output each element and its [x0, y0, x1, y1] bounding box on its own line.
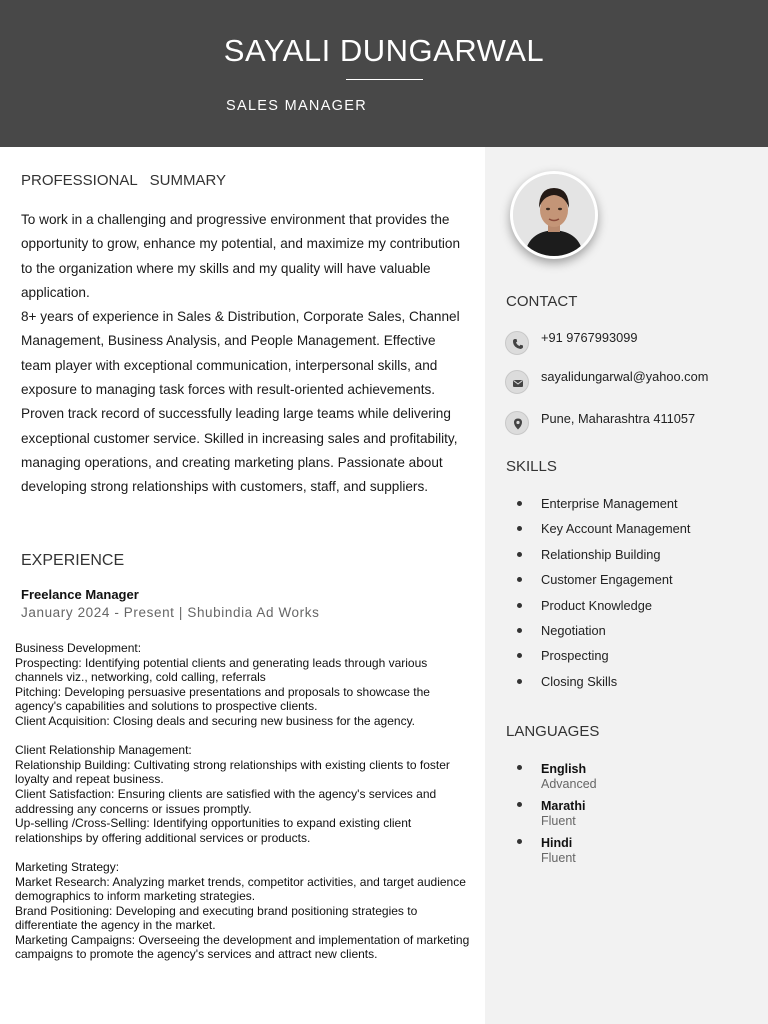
skill-item: [517, 547, 690, 572]
bullet-icon: [517, 526, 522, 531]
job-title: Freelance Manager: [21, 587, 139, 602]
experience-heading: EXPERIENCE: [21, 552, 125, 569]
skill-item: [517, 623, 690, 648]
skill-label: Enterprise Management: [541, 496, 678, 511]
contact-phone-row: [505, 330, 755, 356]
skill-item: [517, 572, 690, 597]
languages-heading: LANGUAGES: [506, 723, 600, 740]
name-divider: [346, 79, 423, 80]
duty-line: Business Development:: [15, 641, 142, 655]
bullet-icon: [517, 765, 522, 770]
skill-label: Closing Skills: [541, 673, 618, 689]
duty-line: Brand Positioning: Developing and executing brand positioning strategies to differentiate the agency in the market.: [15, 903, 418, 933]
duty-line: Marketing Strategy:: [15, 859, 120, 874]
bullet-icon: [517, 552, 522, 557]
candidate-name: SAYALI DUNGARWAL: [223, 33, 545, 68]
mail-icon: [505, 370, 529, 394]
contact-heading: CONTACT: [506, 293, 578, 310]
candidate-title: SALES MANAGER: [226, 98, 367, 114]
profile-photo: [510, 171, 598, 259]
duty-line: Up-selling /Cross-Selling: Identifying opportunities to expand existing client relationships by offering additional services or products.: [15, 816, 412, 845]
skills-heading: SKILLS: [506, 458, 557, 475]
skill-label: Prospecting: [541, 648, 609, 664]
bullet-icon: [517, 839, 522, 844]
duty-line: Marketing Campaigns: Overseeing the development and implementation of marketing campaigns to promote the agency's services and attract new clients.: [15, 932, 470, 962]
skill-label: Negotiation: [541, 622, 606, 638]
contact-phone: +91 9767993099: [541, 330, 638, 345]
skill-label: Customer Engagement: [541, 572, 673, 588]
header-banner: [0, 0, 768, 147]
language-name: English: [541, 762, 587, 776]
skill-item: [517, 674, 690, 699]
bullet-icon: [517, 679, 522, 684]
duty-spacer: [15, 729, 473, 744]
language-level: Fluent: [541, 814, 576, 828]
skill-label: Key Account Management: [541, 521, 691, 537]
contact-email: sayalidungarwal@yahoo.com: [541, 369, 709, 384]
duty-line: Prospecting: Identifying potential clients and generating leads through various channels viz., networking, cold calling, referrals: [15, 655, 428, 685]
skill-item: [517, 521, 690, 546]
language-level: Fluent: [541, 851, 576, 865]
contact-location-row: [505, 411, 755, 437]
bullet-icon: [517, 501, 522, 506]
duty-line: Client Relationship Management:: [15, 743, 192, 758]
duty-line: Client Acquisition: Closing deals and securing new business for the agency.: [15, 713, 416, 728]
job-meta: January 2024 - Present | Shubindia Ad Works: [21, 605, 320, 620]
contact-email-row: [505, 369, 755, 395]
duty-line: Market Research: Analyzing market trends, competitor activities, and target audience demographics to inform marketing strategies.: [15, 874, 466, 904]
skill-label: Relationship Building: [541, 546, 661, 562]
summary-text: [21, 208, 461, 500]
summary-heading: PROFESSIONAL SUMMARY: [21, 172, 227, 189]
language-level: Advanced: [541, 777, 597, 791]
bullet-icon: [517, 577, 522, 582]
bullet-icon: [517, 603, 522, 608]
duty-line: Pitching: Developing persuasive presentations and proposals to showcase the agency's capabilities and solutions to prospective clients.: [15, 684, 430, 714]
phone-icon: [505, 331, 529, 355]
avatar-icon: [513, 174, 595, 256]
bullet-icon: [517, 628, 522, 633]
language-name: Marathi: [541, 799, 586, 813]
duty-line: Relationship Building: Cultivating strong relationships with existing clients to foster loyalty and repeat business.: [15, 757, 450, 787]
duty-line: Client Satisfaction: Ensuring clients are satisfied with the agency's services and addressing any concerns or issues promptly.: [15, 786, 437, 816]
summary-paragraph-2: 8+ years of experience in Sales & Distribution, Corporate Sales, Channel Management, Business Analysis, and People Management. Effective team player with exceptional communication, interpersonal skills, and exposure to managing task forces with result-oriented achievements. Proven track record of successfully leading large teams while delivering exceptional customer service. Skilled in increasing sales and profitability, managing operations, and creating marketing plans. Passionate about developing strong relationships with customers, staff, and suppliers.: [21, 309, 460, 495]
job-duties: [15, 641, 473, 962]
skill-item: [517, 598, 690, 623]
summary-paragraph-1: To work in a challenging and progressive environment that provides the opportunity to grow, enhance my potential, and maximize my contribution to the organization where my skills and my quality will have valuable application.: [21, 212, 461, 300]
bullet-icon: [517, 802, 522, 807]
duty-spacer: [15, 845, 473, 860]
skill-item: [517, 648, 690, 673]
language-name: Hindi: [541, 836, 573, 850]
bullet-icon: [517, 653, 522, 658]
skills-list: [517, 496, 690, 699]
skill-item: [517, 496, 690, 521]
location-pin-icon: [505, 411, 529, 435]
contact-location: Pune, Maharashtra 411057: [541, 411, 696, 426]
skill-label: Product Knowledge: [541, 597, 652, 613]
